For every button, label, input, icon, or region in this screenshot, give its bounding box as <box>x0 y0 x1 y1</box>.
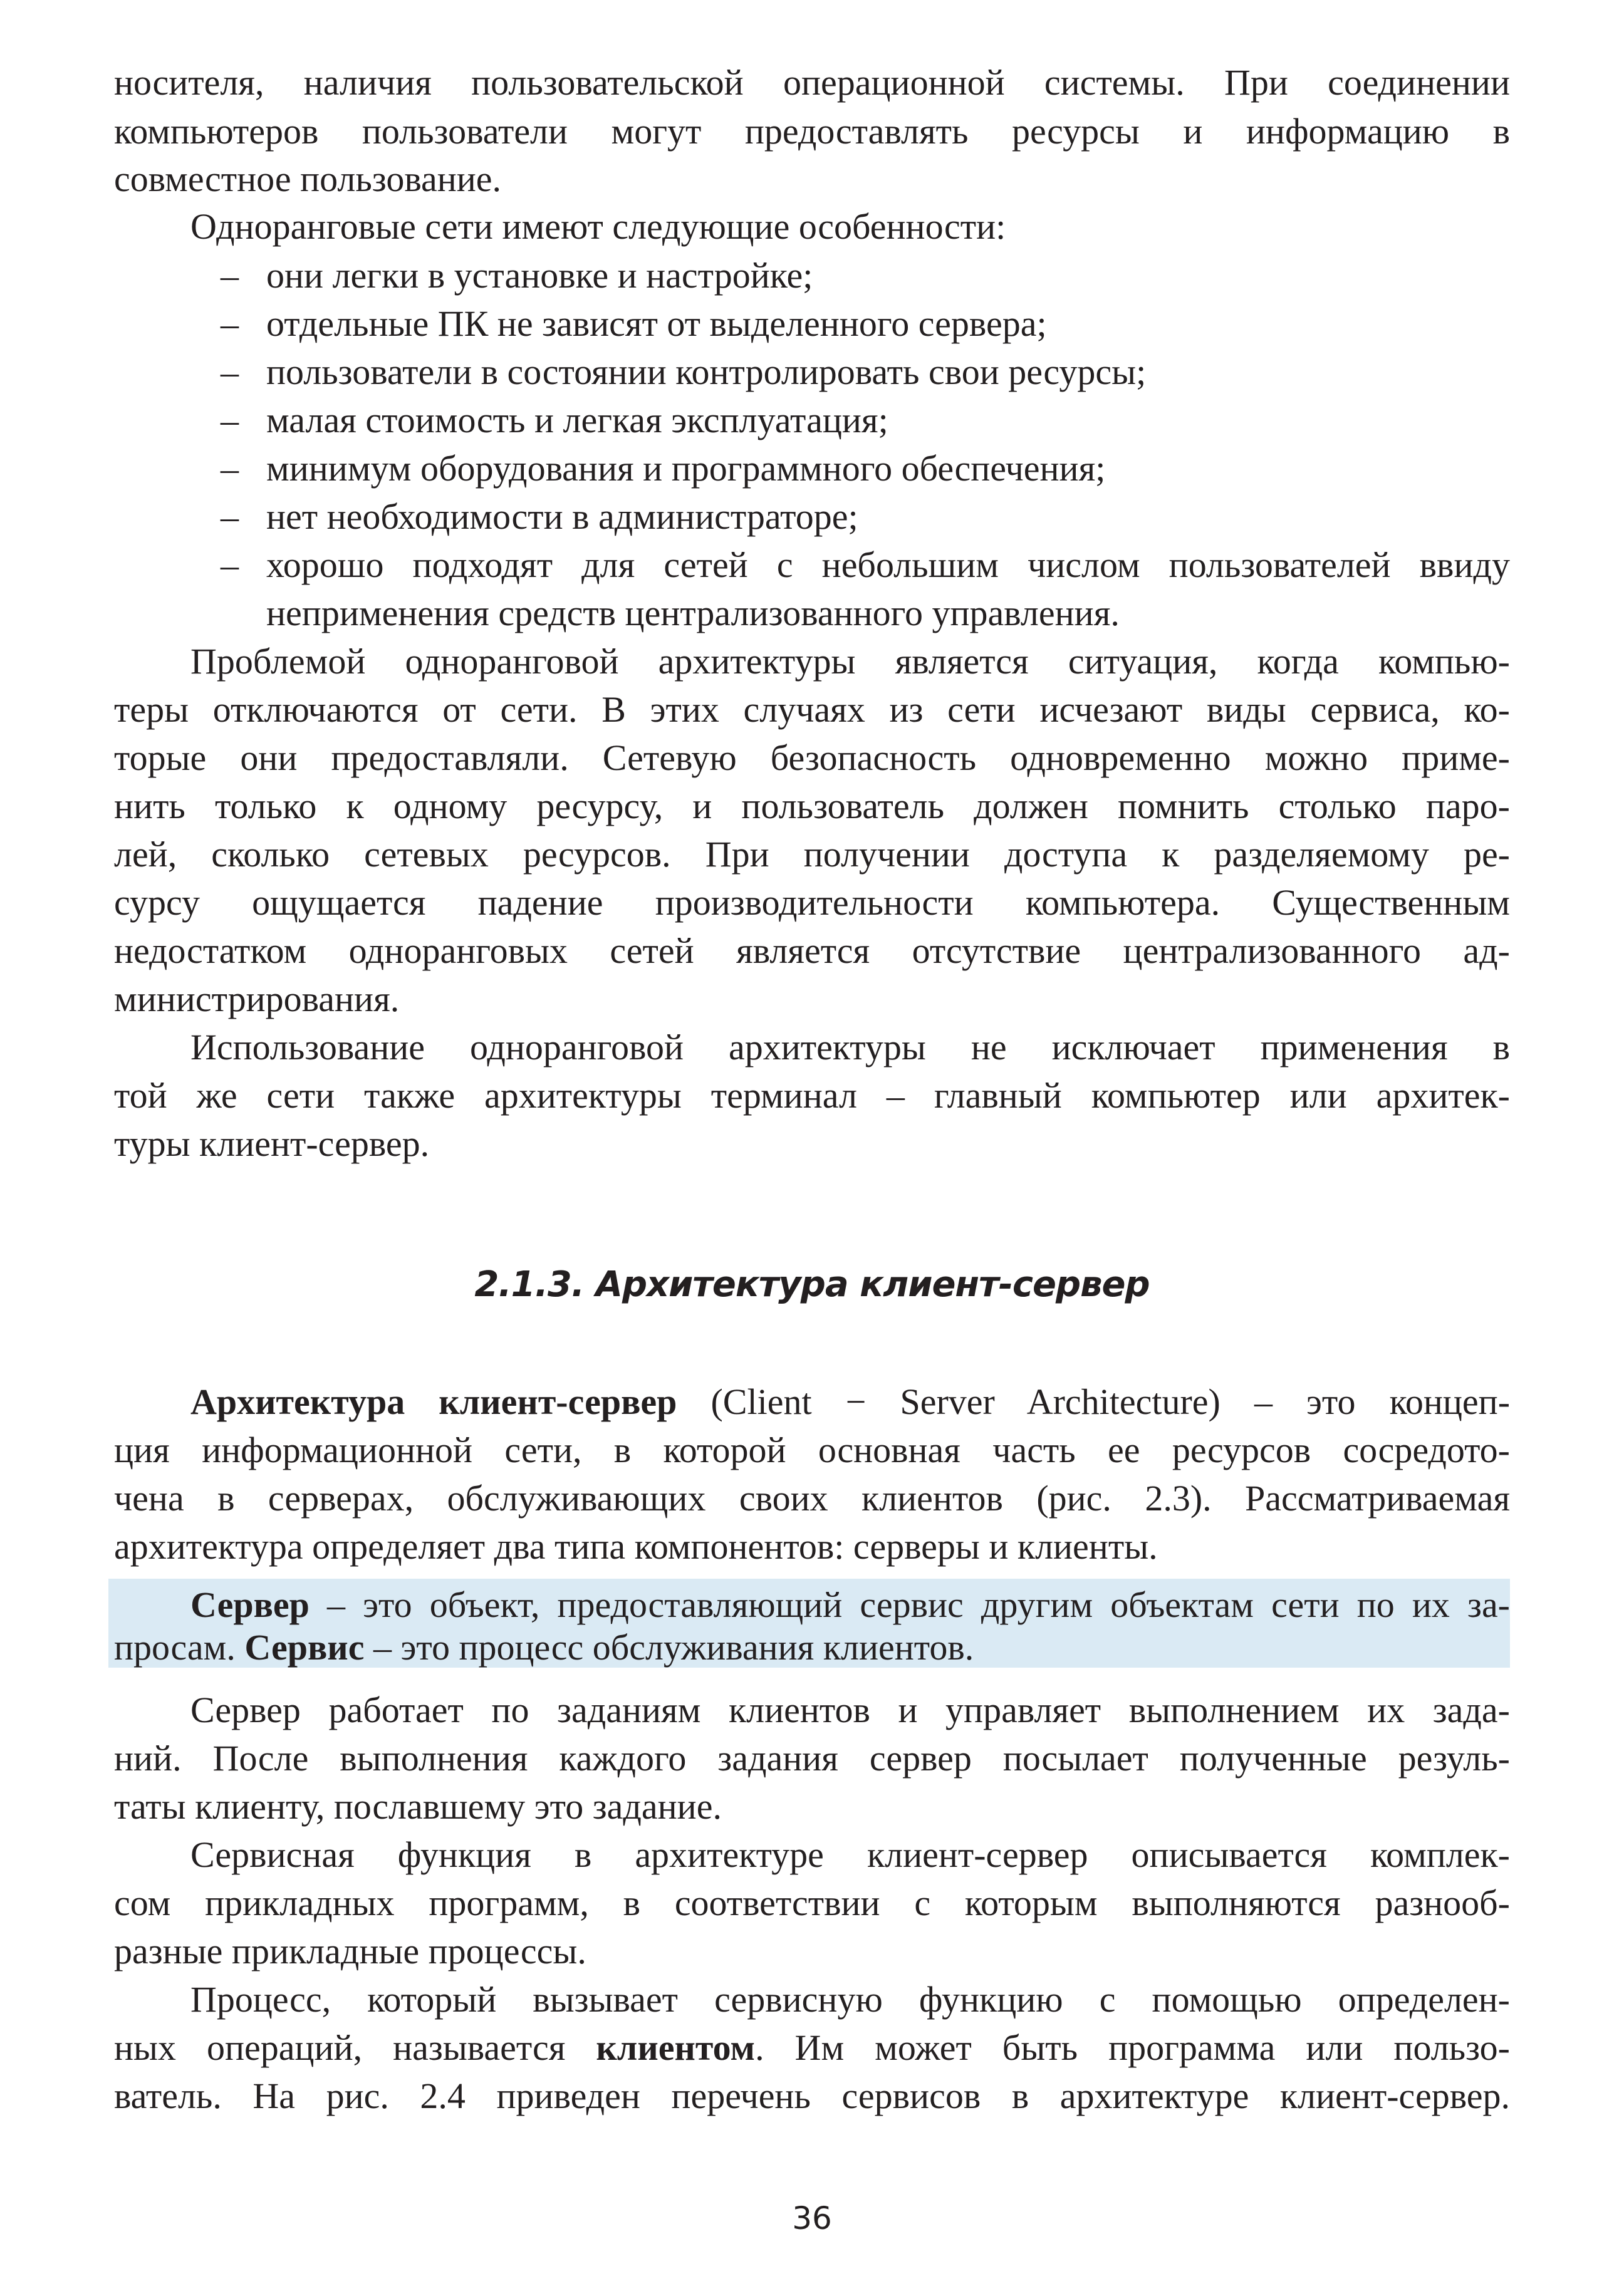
defined-term: Архитектура клиент-сервер <box>190 1381 677 1422</box>
paragraph-line: Сервисная функция в архитектуре клиент-сервер описывается комплек- <box>190 1834 1510 1875</box>
paragraph-line: той же сети также архитектуры терминал – главный компьютер или архитек- <box>114 1075 1510 1116</box>
paragraph-line: ватель. На рис. 2.4 приведен перечень сервисов в архитектуре клиент-сервер. <box>114 2075 1510 2116</box>
paragraph-line: сурсу ощущается падение производительности компьютера. Существенным <box>114 882 1510 923</box>
paragraph-line: теры отключаются от сети. В этих случаях из сети исчезают виды сервиса, ко- <box>114 689 1510 730</box>
paragraph-line: нить только к одному ресурсу, и пользователь должен помнить столько паро- <box>114 786 1510 826</box>
list-bullet: – <box>221 496 239 537</box>
highlight-line <box>114 1623 1510 1673</box>
paragraph-line: министрирования. <box>114 979 400 1019</box>
list-bullet: – <box>221 351 239 392</box>
paragraph-line: архитектура определяет два типа компонентов: серверы и клиенты. <box>114 1526 1158 1567</box>
list-item: минимум оборудования и программного обеспечения; <box>266 448 1106 489</box>
paragraph-line: недостатком одноранговых сетей является отсутствие централизованного ад- <box>114 930 1510 971</box>
features-intro: Одноранговые сети имеют следующие особенности: <box>190 206 1006 247</box>
list-bullet: – <box>221 448 239 489</box>
paragraph-line: Проблемой одноранговой архитектуры является ситуация, когда компью- <box>190 641 1510 682</box>
paragraph-text: – это объект, предоставляющий сервис другим объектам сети по их за- <box>309 1584 1510 1625</box>
paragraph-line: Сервер работает по заданиям клиентов и управляет выполнением их зада- <box>190 1690 1510 1730</box>
list-item: малая стоимость и легкая эксплуатация; <box>266 400 888 440</box>
list-bullet: – <box>221 255 239 296</box>
paragraph-text: – это процесс обслуживания клиентов. <box>364 1627 974 1668</box>
paragraph-text: просам. <box>114 1627 245 1668</box>
paragraph-text: ных операций, называется <box>114 2027 596 2068</box>
page-number: 36 <box>792 2200 832 2236</box>
defined-term: Сервис <box>244 1627 365 1668</box>
paragraph-line: туры клиент-сервер. <box>114 1123 430 1164</box>
list-item: они легки в установке и настройке; <box>266 255 813 296</box>
list-item: пользователи в состоянии контролировать свои ресурсы; <box>266 351 1147 392</box>
list-bullet: – <box>221 303 239 344</box>
section-heading: 2.1.3. Архитектура клиент-сервер <box>474 1264 1150 1305</box>
paragraph-line: совместное пользование. <box>114 158 502 199</box>
paragraph-text: (Client − Server Architecture) – это концеп- <box>677 1381 1510 1422</box>
list-bullet: – <box>221 400 239 440</box>
list-item: отдельные ПК не зависят от выделенного сервера; <box>266 303 1047 344</box>
list-item: нет необходимости в администраторе; <box>266 496 858 537</box>
paragraph-line <box>190 1377 1510 1427</box>
paragraph-line: разные прикладные процессы. <box>114 1931 586 1971</box>
paragraph-line: Процесс, который вызывает сервисную функцию с помощью определен- <box>190 1979 1510 2020</box>
paragraph-line: ний. После выполнения каждого задания сервер посылает полученные резуль- <box>114 1738 1510 1779</box>
paragraph-line: Использование одноранговой архитектуры не исключает применения в <box>190 1027 1510 1067</box>
defined-term: Сервер <box>190 1584 310 1625</box>
paragraph-text: . Им может быть программа или пользо- <box>755 2027 1510 2068</box>
paragraph-line: торые они предоставляли. Сетевую безопасность одновременно можно приме- <box>114 737 1510 778</box>
paragraph-line: таты клиенту, пославшему это задание. <box>114 1786 722 1827</box>
paragraph-line: носителя, наличия пользовательской операционной системы. При соединении <box>114 62 1510 103</box>
paragraph-line: компьютеров пользователи могут предоставлять ресурсы и информацию в <box>114 111 1510 152</box>
paragraph-line <box>114 2023 1510 2073</box>
defined-term: клиентом <box>596 2027 756 2068</box>
paragraph-line: чена в серверах, обслуживающих своих клиентов (рис. 2.3). Рассматриваемая <box>114 1478 1510 1519</box>
paragraph-line: сом прикладных программ, в соответствии с которым выполняются разнооб- <box>114 1883 1510 1923</box>
list-item-continuation: неприменения средств централизованного управления. <box>266 593 1120 633</box>
list-bullet: – <box>221 544 239 585</box>
paragraph-line: лей, сколько сетевых ресурсов. При получении доступа к разделяемому ре- <box>114 834 1510 875</box>
list-item: хорошо подходят для сетей с небольшим числом пользователей ввиду <box>266 544 1510 585</box>
paragraph-line: ция информационной сети, в которой основная часть ее ресурсов сосредото- <box>114 1430 1510 1470</box>
